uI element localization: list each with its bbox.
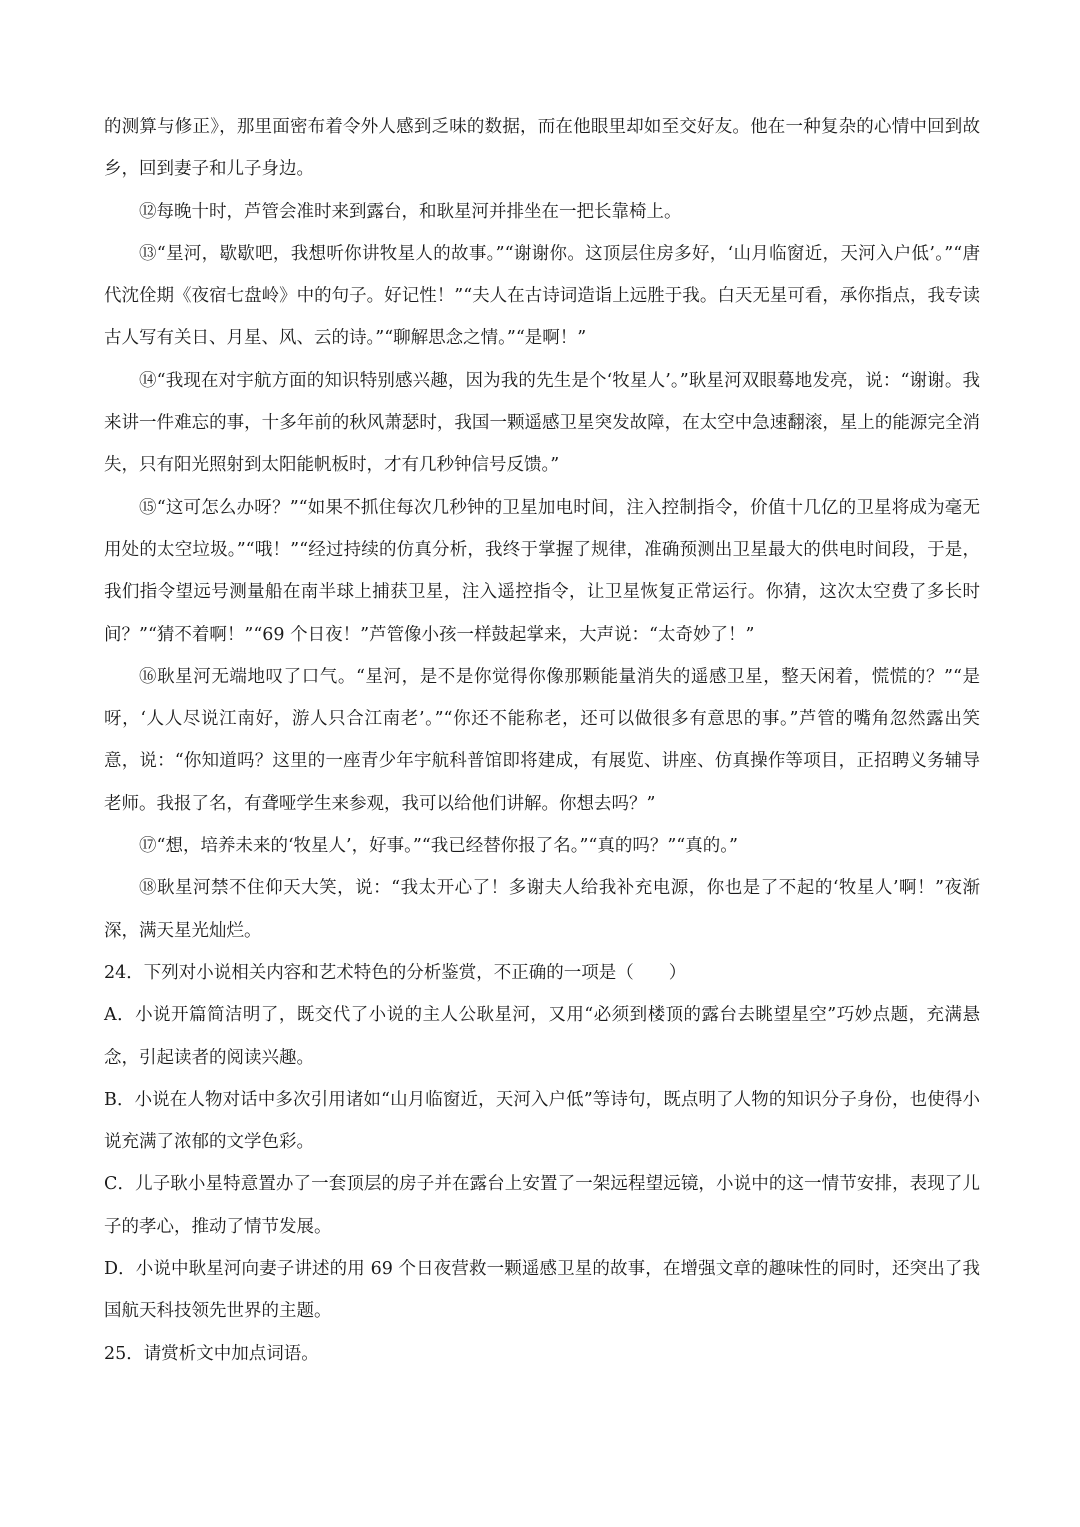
- story-paragraph-15: ⑮“这可怎么办呀？”“如果不抓住每次几秒钟的卫星加电时间，注入控制指令，价值十几亿的卫星将成为毫无用处的太空垃圾。”“哦！”“经过持续的仿真分析，我终于掌握了规律，准确预测出卫星最大的供电时间段，于是，我们指令望远号测量船在南半球上捕获卫星，注入遥控指令，让卫星恢复正常运行。你猜，这次太空费了多长时间？”“猜不着啊！”“69 个日夜！”芦管像小孩一样鼓起掌来，大声说：“太奇妙了！”: [104, 497, 980, 645]
- question-24-option-d: D．小说中耿星河向妻子讲述的用 69 个日夜营救一颗遥感卫星的故事，在增强文章的趣味性的同时，还突出了我国航天科技领先世界的主题。: [104, 1259, 980, 1322]
- document-page: [104, 106, 980, 1375]
- question-24-option-a: A．小说开篇简洁明了，既交代了小说的主人公耿星河，又用“必须到楼顶的露台去眺望星空”巧妙点题，充满悬念，引起读者的阅读兴趣。: [104, 1005, 980, 1068]
- story-paragraph-18: ⑱耿星河禁不住仰天大笑，说：“我太开心了！多谢夫人给我补充电源，你也是了不起的‘牧星人’啊！”夜渐深，满天星光灿烂。: [104, 878, 980, 941]
- story-paragraph-14: ⑭“我现在对宇航方面的知识特别感兴趣，因为我的先生是个‘牧星人’。”耿星河双眼蓦地发亮，说：“谢谢。我来讲一件难忘的事，十多年前的秋风萧瑟时，我国一颗遥感卫星突发故障，在太空中急速翻滚，星上的能源完全消失，只有阳光照射到太阳能帆板时，才有几秒钟信号反馈。”: [104, 370, 980, 476]
- story-paragraph-17: ⑰“想，培养未来的‘牧星人’，好事。”“我已经替你报了名。”“真的吗？”“真的。”: [139, 836, 738, 857]
- story-paragraph-16: ⑯耿星河无端地叹了口气。“星河，是不是你觉得你像那颗能量消失的遥感卫星，整天闲着，慌慌的？”“是呀，‘人人尽说江南好，游人只合江南老’。”“你还不能称老，还可以做很多有意思的事。”芦管的嘴角忽然露出笑意，说：“你知道吗？这里的一座青少年宇航科普馆即将建成，有展览、讲座、仿真操作等项目，正招聘义务辅导老师。我报了名，有聋哑学生来参观，我可以给他们讲解。你想去吗？”: [104, 666, 980, 814]
- question-24-option-b: B．小说在人物对话中多次引用诸如“山月临窗近，天河入户低”等诗句，既点明了人物的知识分子身份，也使得小说充满了浓郁的文学色彩。: [104, 1089, 980, 1153]
- story-paragraph-continued: 的测算与修正》，那里面密布着令外人感到乏味的数据，而在他眼里却如至交好友。他在一种复杂的心情中回到故乡，回到妻子和儿子身边。: [104, 117, 980, 180]
- question-24: 24．下列对小说相关内容和艺术特色的分析鉴赏，不正确的一项是（ ）: [104, 962, 687, 983]
- story-paragraph-13: ⑬“星河，歇歇吧，我想听你讲牧星人的故事。”“谢谢你。这顶层住房多好，‘山月临窗近，天河入户低’。”“唐代沈佺期《夜宿七盘岭》中的句子。好记性！”“夫人在古诗词造诣上远胜于我。白天无星可看，承你指点，我专读古人写有关日、月星、风、云的诗。”“聊解思念之情。”“是啊！”: [104, 243, 980, 349]
- question-24-option-c: C．儿子耿小星特意置办了一套顶层的房子并在露台上安置了一架远程望远镜，小说中的这一情节安排，表现了儿子的孝心，推动了情节发展。: [104, 1174, 980, 1237]
- story-paragraph-12: ⑫每晚十时，芦管会准时来到露台，和耿星河并排坐在一把长靠椅上。: [139, 201, 682, 222]
- question-25: 25．请赏析文中加点词语。: [104, 1343, 319, 1364]
